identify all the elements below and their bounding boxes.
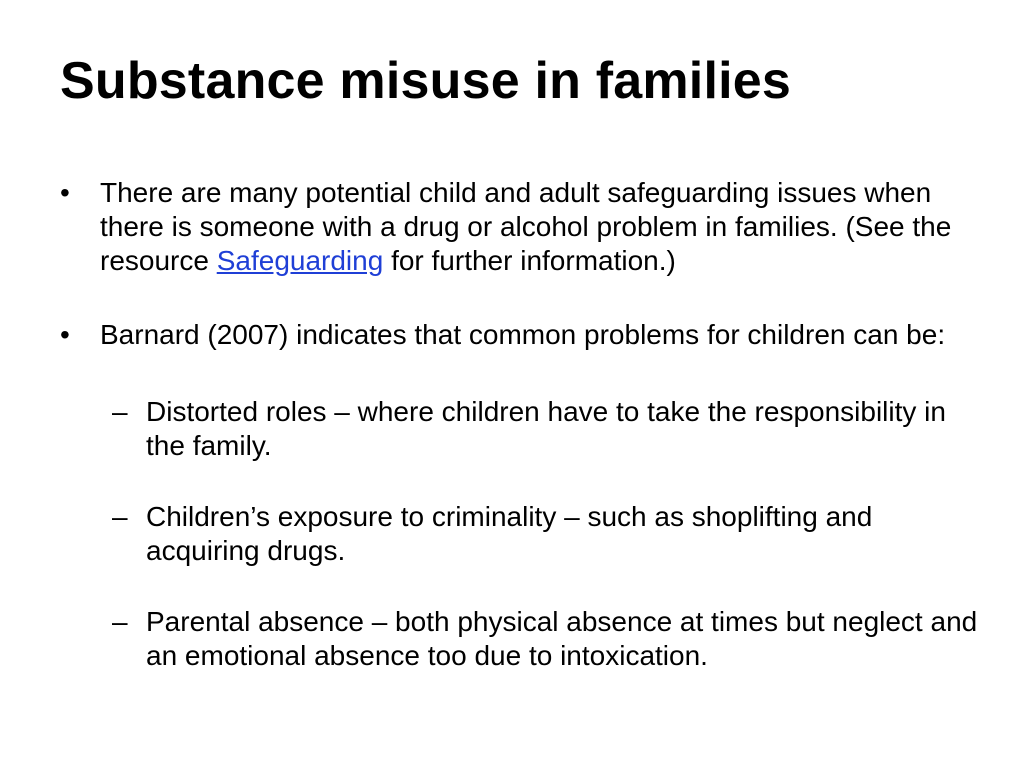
sub-bullet-parental-absence: [60, 605, 980, 673]
bullet-text-after-link: for further information.): [383, 245, 676, 276]
sub-bullet-text: Parental absence – both physical absence at times but neglect and an emotional absence too due to intoxication.: [146, 606, 978, 671]
slide-body: [60, 176, 980, 673]
bullet-text-before-link: There are many potential child and adult safeguarding issues when there is someone with a drug or alcohol problem in families. (See the resource: [100, 177, 952, 276]
sub-bullet-distorted-roles: [60, 395, 980, 463]
sub-bullet-marker: –: [112, 501, 128, 532]
slide-title: Substance misuse in families: [60, 52, 791, 110]
bullet-marker: •: [60, 177, 70, 208]
sub-bullet-text: Distorted roles – where children have to take the responsibility in the family.: [146, 396, 946, 461]
sub-bullet-text: Children’s exposure to criminality – such as shoplifting and acquiring drugs.: [146, 501, 873, 566]
bullet-barnard-2007: [60, 318, 980, 352]
bullet-safeguarding-issues: [60, 176, 980, 278]
sub-bullet-marker: –: [112, 606, 128, 637]
sub-bullet-marker: –: [112, 396, 128, 427]
bullet-text: Barnard (2007) indicates that common problems for children can be:: [100, 319, 946, 350]
bullet-marker: •: [60, 319, 70, 350]
safeguarding-link[interactable]: Safeguarding: [216, 245, 384, 276]
sub-bullet-criminality: [60, 500, 980, 568]
